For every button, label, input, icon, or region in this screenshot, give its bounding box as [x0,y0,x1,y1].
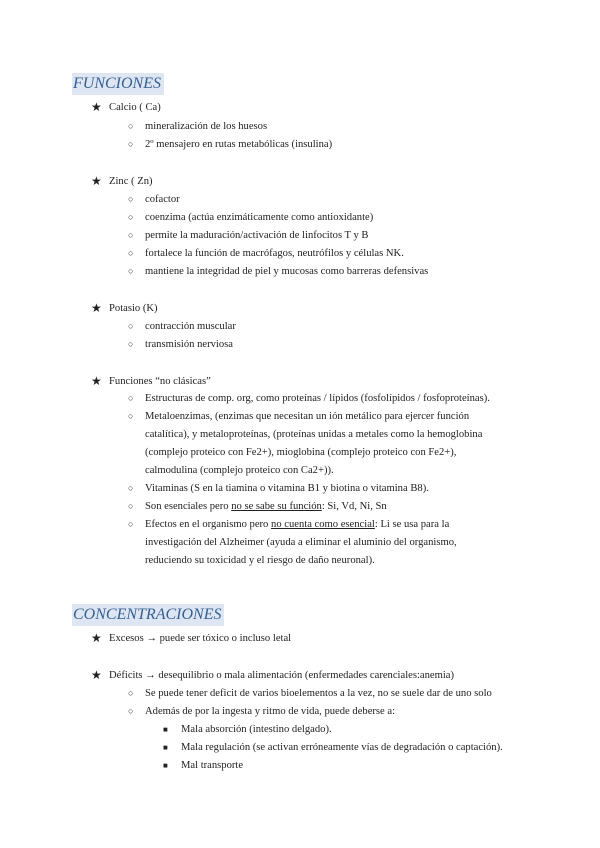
calcio-item: mineralización de los huesos [145,121,268,132]
circle-bullet-icon: ○ [128,266,134,276]
no-clasicas-item-cont: reduciendo su toxicidad y el riesgo de daño neuronal). [145,555,375,566]
circle-bullet-icon: ○ [128,483,134,493]
no-clasicas-item [145,518,449,531]
zinc-item: permite la maduración/activación de linfocitos T y B [145,230,369,241]
circle-bullet-icon: ○ [128,501,134,511]
item-calcio: Calcio ( Ca) [109,102,161,113]
circle-bullet-icon: ○ [128,121,134,131]
causa-item: Mala absorción (intestino delgado). [181,724,332,735]
item-text: : Li se usa para la [374,519,450,530]
zinc-item: cofactor [145,194,180,205]
star-bullet-icon: ★ [91,374,102,388]
circle-bullet-icon: ○ [128,339,134,349]
star-bullet-icon: ★ [91,174,102,188]
no-clasicas-item [145,500,387,513]
no-clasicas-item: Metaloenzimas, (enzimas que necesitan un ión metálico para ejercer función [145,411,470,422]
deficits-item: Además de por la ingesta y ritmo de vida, puede deberse a: [145,706,396,717]
square-bullet-icon: ■ [163,761,168,770]
circle-bullet-icon: ○ [128,248,134,258]
item-text: : Si, Vd, Ni, Sn [321,501,387,512]
section-heading-funciones: FUNCIONES [72,73,164,95]
square-bullet-icon: ■ [163,725,168,734]
no-clasicas-item: Estructuras de comp. org, como proteínas / lípidos (fosfolípidos / fosfoproteínas). [145,393,490,404]
no-clasicas-item-cont: investigación del Alzheimer (ayuda a eliminar el aluminio del organismo, [145,537,457,548]
circle-bullet-icon: ○ [128,194,134,204]
circle-bullet-icon: ○ [128,230,134,240]
potasio-item: transmisión nerviosa [145,339,233,350]
no-clasicas-item-cont: catalítica), y metaloproteínas, (proteínas unidas a metales como la hemoglobina [145,429,483,440]
item-no-clasicas: Funciones “no clásicas” [109,376,211,387]
circle-bullet-icon: ○ [128,321,134,331]
circle-bullet-icon: ○ [128,393,134,403]
no-clasicas-item: Vitaminas (S en la tiamina o vitamina B1 y biotina o vitamina B8). [145,483,429,494]
item-deficits: Déficits → desequilibrio o mala alimentación (enfermedades carenciales:anemia) [109,670,455,681]
potasio-item: contracción muscular [145,321,236,332]
no-clasicas-item-cont: (complejo proteico con Fe2+), mioglobina (complejo proteico con Fe2+), [145,447,457,458]
zinc-item: mantiene la integridad de piel y mucosas como barreras defensivas [145,266,429,277]
circle-bullet-icon: ○ [128,411,134,421]
circle-bullet-icon: ○ [128,688,134,698]
underlined-text: no se sabe su función [231,501,322,512]
square-bullet-icon: ■ [163,743,168,752]
circle-bullet-icon: ○ [128,706,134,716]
item-potasio: Potasio (K) [109,303,158,314]
star-bullet-icon: ★ [91,100,102,114]
item-text: Efectos en el organismo pero [145,519,272,530]
item-excesos: Excesos → puede ser tóxico o incluso letal [109,633,292,644]
star-bullet-icon: ★ [91,631,102,645]
circle-bullet-icon: ○ [128,212,134,222]
star-bullet-icon: ★ [91,668,102,682]
no-clasicas-item-cont: calmodulina (complejo proteico con Ca2+)). [145,465,334,476]
circle-bullet-icon: ○ [128,519,134,529]
causa-item: Mal transporte [181,760,244,771]
item-zinc: Zinc ( Zn) [109,176,153,187]
zinc-item: coenzima (actúa enzimáticamente como antioxidante) [145,212,374,223]
deficits-item: Se puede tener deficit de varios bioelementos a la vez, no se suele dar de uno solo [145,688,492,699]
causa-item: Mala regulación (se activan erróneamente vías de degradación o captación). [181,742,503,753]
underlined-text: no cuenta como esencial [271,519,375,530]
section-heading-concentraciones: CONCENTRACIONES [72,604,224,626]
zinc-item: fortalece la función de macrófagos, neutrófilos y células NK. [145,248,404,259]
calcio-item: 2º mensajero en rutas metabólicas (insulina) [145,139,333,150]
item-text: Son esenciales pero [145,501,232,512]
star-bullet-icon: ★ [91,301,102,315]
circle-bullet-icon: ○ [128,139,134,149]
